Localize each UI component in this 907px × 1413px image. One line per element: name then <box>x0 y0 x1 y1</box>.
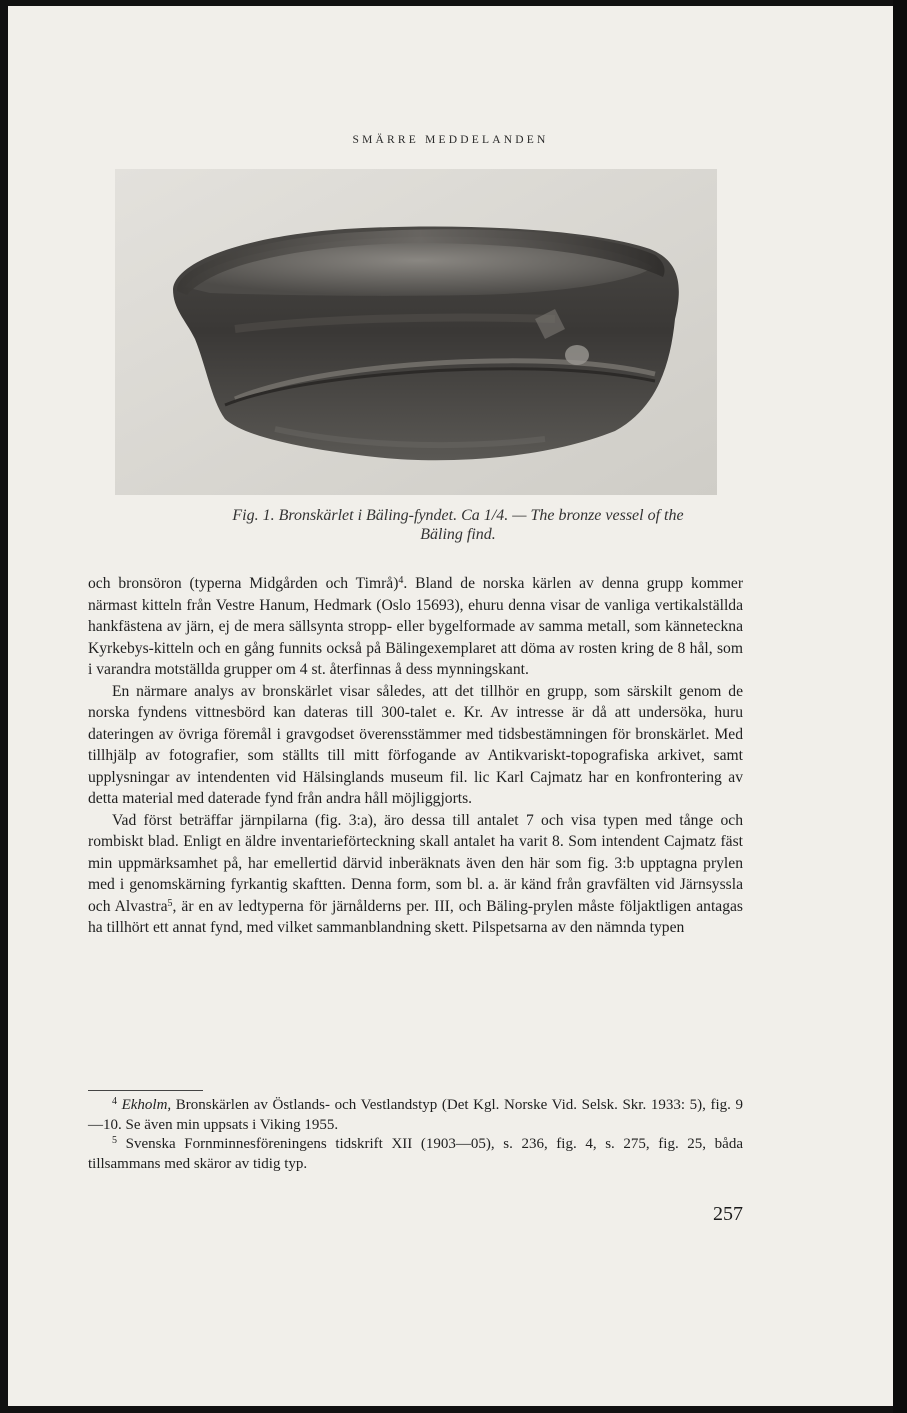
paragraph-3-text-b: , är en av ledtyperna för järnålderns per. III, och Bäling-prylen måste följaktligen antagas ha tillhört ett annat fynd, med vilket sammanblandning skett. Pilspetsarna av den nämnda typen <box>88 897 743 936</box>
figure-caption <box>88 506 828 544</box>
paragraph-1-text-b: . Bland de norska kärlen av denna grupp kommer närmast kitteln från Vestre Hanum, Hedmark (Oslo 15693), ehuru denna visar de vanliga vertikalställda hankfästena av järn, ej de mera sällsynta stropp- eller bygelformade av samma metall, som kännetecknа Kyrkebys-kitteln och en gång funnits också på Bälingexemplaret att döma av rosten kring de 8 hål, som i varandra motställda grupper om 4 st. återfinnas å dess mynningskant. <box>88 575 744 678</box>
footnote-5 <box>88 1135 743 1174</box>
page-number: 257 <box>713 1203 743 1225</box>
book-page <box>8 6 893 1406</box>
footnote-4 <box>88 1096 743 1135</box>
footnote-divider <box>88 1090 203 1091</box>
footnote-5-number: 5 <box>112 1135 117 1146</box>
bronze-vessel-photo <box>115 169 717 495</box>
paragraph-3-text-a: Vad först beträffar järnpilarna (fig. 3:a), äro dessa till antalet 7 och visa typen med tånge och rombiskt blad. Enligt en äldre inventarieförteckning skall antalet ha varit 8. Som intendent Cajmatz fäst min uppmärksamhet på, har emellertid därvid inberäknats även den här som fig. 3:b upptagna prylen med i genomskärning fyrkantig skaftten. Denna form, som bl. a. är känd från gravfälten vid Järnsyssla och Alvastra <box>88 811 743 915</box>
footnote-4-text: Bronskärlen av Östlands- och Vestlandstyp (Det Kgl. Norske Vid. Selsk. Skr. 1933: 5), fig. 9—10. Se även min uppsats i Viking 1955. <box>88 1097 743 1133</box>
caption-line-2: Bäling find. <box>420 526 496 543</box>
footnotes <box>88 1096 743 1174</box>
footnote-4-author: Ekholm, <box>121 1097 172 1113</box>
paragraph-1 <box>88 573 743 681</box>
caption-line-1: Fig. 1. Bronskärlet i Bäling-fyndet. Ca 1/4. — The bronze vessel of the <box>232 507 684 524</box>
footnote-ref-4: 4 <box>398 575 404 586</box>
footnote-4-number: 4 <box>112 1096 117 1107</box>
paragraph-2: En närmare analys av bronskärlet visar således, att det tillhör en grupp, som särskilt genom de norska fyndens vittnesbörd kan dateras till 300-talet e. Kr. Av intresse är då att undersöka, huru dateringen av övriga föremål i gravgodset överensstämmer med tidsbestämningen för bronskärlet. Med tillhjälp av fotografier, som ställts till mitt förfogande av Antikvariskt-topografiska arkivet, samt upplysningar av intendenten vid Hälsinglands museum fil. lic Karl Cajmatz har en konfrontering av detta material med daterade fynd från andra håll möjliggjorts. <box>88 682 743 807</box>
paragraph-1-text-a: och bronsöron (typerna Midgården och Timrå) <box>88 575 399 592</box>
footnote-ref-5: 5 <box>167 897 173 909</box>
running-head: SMÄRRE MEDDELANDEN <box>352 134 549 146</box>
footnote-5-text: Svenska Fornminnesföreningens tidskrift XII (1903—05), s. 236, fig. 4, s. 275, fig. 25, båda tillsammans med skäror av tidig typ. <box>88 1136 743 1172</box>
paragraph-3 <box>88 810 743 939</box>
scan-edge <box>893 0 907 1413</box>
body-text <box>88 573 743 939</box>
